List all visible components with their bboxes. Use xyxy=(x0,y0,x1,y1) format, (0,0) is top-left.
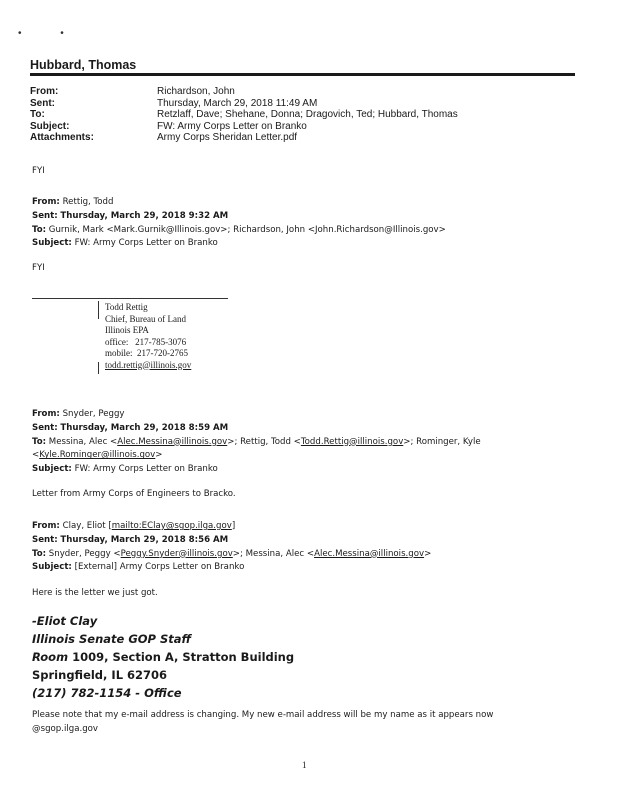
msg2-subject-label: Subject: xyxy=(32,238,72,249)
msg4-to-text: >; Messina, Alec < xyxy=(232,548,315,559)
msg2-sent-label: Sent: xyxy=(32,210,58,221)
message-3 xyxy=(32,408,481,477)
from-label: From: xyxy=(30,86,59,97)
page-number: 1 xyxy=(302,760,307,770)
notice-line-2: @sgop.ilga.gov xyxy=(32,723,98,734)
msg4-body: Here is the letter we just got. xyxy=(32,588,158,598)
msg3-from: Snyder, Peggy xyxy=(62,409,125,419)
msg3-subject: FW: Army Corps Letter on Branko xyxy=(74,464,218,475)
email-header xyxy=(30,86,570,144)
attachments-label: Attachments: xyxy=(30,132,94,143)
scan-specks: • • xyxy=(18,28,82,39)
msg4-from-label: From: xyxy=(32,521,60,531)
msg3-subject-label: Subject: xyxy=(32,464,72,475)
sig-office: office: 217-785-3076 xyxy=(105,336,187,347)
message-2 xyxy=(32,196,446,251)
clay-city: Springfield, IL 62706 xyxy=(32,668,168,682)
sent-value: Thursday, March 29, 2018 11:49 AM xyxy=(157,97,318,109)
sig-title: Chief, Bureau of Land xyxy=(105,313,186,324)
msg3-to-label: To: xyxy=(32,436,47,447)
msg3-to-link-rettig[interactable]: Todd.Rettig@illinois.gov xyxy=(300,436,404,447)
msg3-sent-label: Sent: xyxy=(32,422,58,433)
notice-line-1: Please note that my e-mail address is changing. My new e-mail address will be my name as it appears now xyxy=(32,710,494,720)
subject-label: Subject: xyxy=(30,120,70,132)
msg3-to-text: >; Rominger, Kyle xyxy=(403,436,481,447)
clay-phone: (217) 782-1154 - Office xyxy=(32,686,182,700)
signature-rule xyxy=(32,298,228,299)
msg4-to-text: Snyder, Peggy < xyxy=(48,548,121,559)
clay-name: -Eliot Clay xyxy=(32,614,98,628)
msg3-sent: Thursday, March 29, 2018 8:59 AM xyxy=(60,422,229,433)
sig-name: Todd Rettig xyxy=(105,302,148,312)
msg4-sent-label: Sent: xyxy=(32,534,58,545)
msg4-from-text: ] xyxy=(231,521,236,531)
msg4-from-mailto-link[interactable]: mailto:EClay@sgop.ilga.gov xyxy=(111,521,232,531)
msg3-to-link-rominger[interactable]: Kyle.Rominger@illinois.gov xyxy=(39,450,156,461)
to-label: To: xyxy=(30,109,45,120)
msg4-to-label: To: xyxy=(32,548,47,559)
msg3-to-link-messina[interactable]: Alec.Messina@illinois.gov xyxy=(117,436,228,447)
msg2-subject: FW: Army Corps Letter on Branko xyxy=(74,238,218,249)
sig-mobile: mobile: 217-720-2765 xyxy=(105,348,188,358)
msg3-to-text: Messina, Alec < xyxy=(48,436,118,447)
clay-signature xyxy=(32,612,294,702)
msg2-to-label: To: xyxy=(32,224,47,235)
msg4-sent: Thursday, March 29, 2018 8:56 AM xyxy=(60,534,229,545)
address-notice xyxy=(32,709,493,737)
sig-email-link[interactable]: todd.rettig@illinois.gov xyxy=(105,359,192,370)
sig-org: Illinois EPA xyxy=(105,325,149,335)
fyi-body-1: FYI xyxy=(32,166,45,176)
clay-room-rest: 1009, Section A, Stratton Building xyxy=(68,650,295,664)
signature-bar-top xyxy=(98,301,99,319)
clay-org: Illinois Senate GOP Staff xyxy=(32,632,192,646)
signature-bar-bottom xyxy=(98,362,99,374)
message-4 xyxy=(32,520,431,575)
msg4-to-text: > xyxy=(424,548,432,559)
msg3-to-text: > xyxy=(155,450,163,461)
from-value: Richardson, John xyxy=(157,86,235,97)
msg4-to-link-snyder[interactable]: Peggy.Snyder@illinois.gov xyxy=(120,548,233,559)
mailbox-owner: Hubbard, Thomas xyxy=(30,58,137,72)
clay-room-word: Room xyxy=(32,650,69,664)
sent-label: Sent: xyxy=(30,97,55,109)
msg3-from-label: From: xyxy=(32,409,60,419)
msg4-to-link-messina[interactable]: Alec.Messina@illinois.gov xyxy=(314,548,425,559)
header-rule xyxy=(30,73,575,76)
attachment-link[interactable]: Army Corps Sheridan Letter.pdf xyxy=(157,132,298,143)
msg4-subject-label: Subject: xyxy=(32,562,72,573)
to-value: Retzlaff, Dave; Shehane, Donna; Dragovich, Ted; Hubbard, Thomas xyxy=(157,109,458,120)
rettig-signature xyxy=(105,302,191,371)
msg3-body: Letter from Army Corps of Engineers to Bracko. xyxy=(32,489,236,499)
msg2-to: Gurnik, Mark <Mark.Gurnik@Illinois.gov>; Richardson, John <John.Richardson@Illinois.gov> xyxy=(48,224,446,235)
msg2-from-label: From: xyxy=(32,197,60,207)
msg4-subject: [External] Army Corps Letter on Branko xyxy=(74,562,245,573)
subject-value: FW: Army Corps Letter on Branko xyxy=(157,120,307,132)
msg2-from: Rettig, Todd xyxy=(62,197,114,207)
msg4-from-text: Clay, Eliot [ xyxy=(62,521,112,531)
msg3-to-text: >; Rettig, Todd < xyxy=(227,436,301,447)
msg3-to-text: < xyxy=(32,450,40,461)
msg2-body: FYI xyxy=(32,263,45,273)
msg2-sent: Thursday, March 29, 2018 9:32 AM xyxy=(60,210,229,221)
